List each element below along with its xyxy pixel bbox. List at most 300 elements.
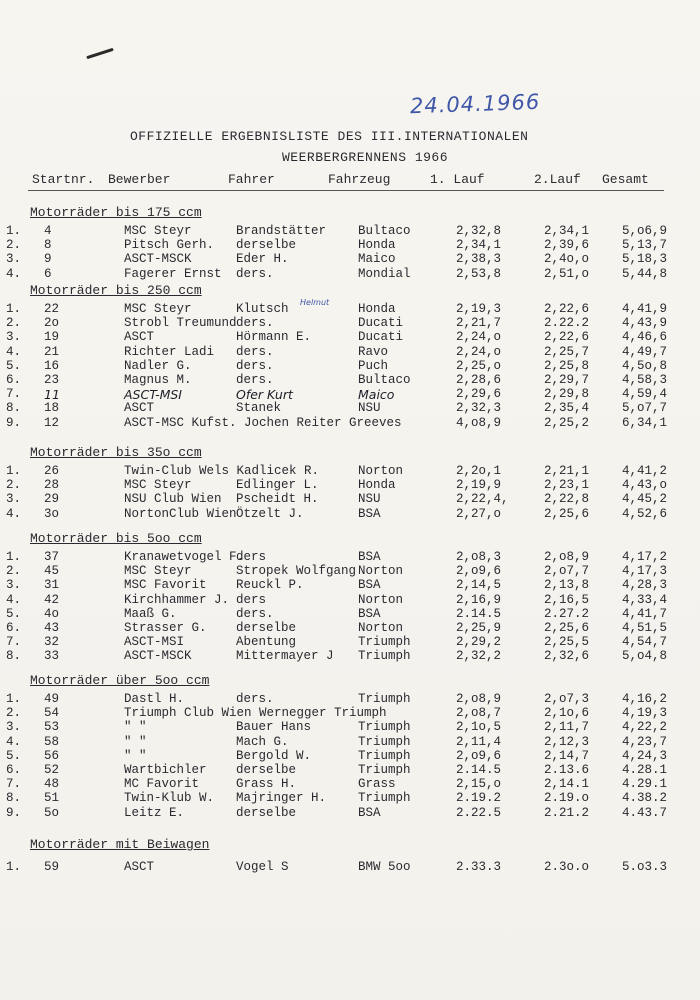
cell-l1: 2,2o,1: [456, 464, 502, 478]
cell-pl: 1.: [6, 464, 22, 478]
cell-pl: 6.: [6, 373, 22, 387]
cell-l1: 2,19,3: [456, 302, 502, 316]
table-row: [0, 492, 700, 507]
cell-l1: 2,o8,7: [456, 706, 502, 721]
cell-l2: 2.19.o: [544, 791, 590, 806]
cell-fah: ders.: [236, 266, 274, 281]
cell-ges: 4,17,3: [622, 564, 668, 579]
cell-ges: 4,41,7: [622, 606, 668, 621]
cell-bew: " ": [124, 748, 147, 763]
cell-nr: 33: [44, 649, 60, 664]
cell-bew: Nadler G.: [124, 358, 192, 373]
cell-l2: 2,29,8: [544, 387, 590, 402]
cell-pl: 3.: [6, 252, 22, 267]
cell-nr: 56: [44, 748, 60, 763]
cell-bew: Wartbichler: [124, 763, 207, 777]
cell-nr: 59: [44, 860, 60, 874]
table-row: [0, 316, 700, 331]
cell-fz: BMW 5oo: [358, 860, 411, 874]
cell-fz: Honda: [358, 238, 396, 253]
cell-fz: BSA: [358, 550, 381, 564]
cell-bew: ASCT-MSI: [124, 387, 182, 403]
cell-ges: 4.43.7: [622, 805, 668, 820]
cell-fah: ders.: [236, 606, 274, 621]
table-row: [0, 578, 700, 593]
cell-pl: 4.: [6, 734, 22, 749]
cell-l2: 2.13.6: [544, 763, 590, 777]
table-row: [0, 238, 700, 253]
cell-l2: 2,12,3: [544, 734, 590, 749]
cell-fz: Bultaco: [358, 373, 411, 387]
cell-bew: NSU Club Wien: [124, 492, 222, 507]
section-title: Motorräder mit Beiwagen: [30, 837, 210, 852]
cell-nr: 2o: [44, 316, 60, 331]
cell-pl: 3.: [6, 578, 22, 593]
table-row: [0, 359, 700, 374]
cell-bew: NortonClub Wien: [124, 506, 237, 521]
cell-l2: 2,16,5: [544, 592, 590, 607]
table-row: [0, 252, 700, 267]
section-title: Motorräder bis 250 ccm: [30, 283, 202, 298]
cell-fah: derselbe: [236, 763, 297, 777]
cell-nr: 29: [44, 492, 60, 507]
cell-ges: 4,23,7: [622, 734, 668, 749]
cell-l1: 2,25,9: [456, 621, 502, 635]
cell-fah: Majringer H.: [236, 791, 327, 806]
cell-pl: 2.: [6, 478, 22, 493]
cell-pl: 1.: [6, 302, 22, 316]
cell-fz: Triumph: [358, 748, 411, 763]
cell-fz: NSU: [358, 492, 381, 507]
cell-bew: Kirchhammer J.: [124, 592, 230, 607]
cell-ges: 5,o7,7: [622, 401, 668, 416]
cell-bew: ASCT-MSCK: [124, 252, 192, 267]
cell-pl: 1.: [6, 860, 22, 874]
cell-nr: 21: [44, 344, 60, 359]
page-title-line1: OFFIZIELLE ERGEBNISLISTE DES III.INTERNATIONALEN: [130, 129, 529, 144]
cell-fah: Pscheidt H.: [236, 492, 319, 507]
cell-pl: 1.: [6, 224, 22, 238]
cell-ges: 4.29.1: [622, 777, 668, 792]
cell-fz: Bultaco: [358, 224, 411, 238]
cell-fah: Ofer Kurt: [236, 387, 293, 403]
cell-fah: Mach G.: [236, 734, 289, 749]
cell-ges: 5,44,8: [622, 266, 668, 281]
cell-fah: Stropek Wolfgang: [236, 564, 357, 579]
cell-l1: 2,o8,9: [456, 692, 502, 706]
cell-l1: 2.14.5: [456, 606, 502, 621]
cell-nr: 42: [44, 592, 60, 607]
cell-bew: MSC Steyr: [124, 302, 192, 316]
cell-fah: ders.: [236, 344, 274, 359]
cell-l1: 2,32,3: [456, 401, 502, 416]
table-row: [0, 302, 700, 317]
cell-l1: 2,24,o: [456, 330, 502, 345]
cell-nr: 49: [44, 692, 60, 706]
table-row: [0, 224, 700, 239]
cell-bew: MC Favorit: [124, 777, 200, 792]
table-row: [0, 791, 700, 806]
handwritten-date: 24.04.1966: [409, 89, 541, 119]
cell-l2: 2,4o,o: [544, 252, 590, 267]
cell-l1: 2,o9,6: [456, 748, 502, 763]
cell-fah: Eder H.: [236, 252, 289, 267]
header-fahrer: Fahrer: [228, 172, 275, 187]
cell-fz: NSU: [358, 401, 381, 416]
cell-l1: 2,32,8: [456, 224, 502, 238]
cell-bew: ASCT: [124, 860, 155, 874]
cell-ges: 4,58,3: [622, 373, 668, 387]
cell-nr: 52: [44, 763, 60, 777]
cell-fah: ders.: [236, 692, 274, 706]
cell-fah: Brandstätter: [236, 224, 327, 238]
cell-ges: 4,19,3: [622, 706, 668, 721]
cell-bew: MSC Steyr: [124, 564, 192, 579]
cell-fz: Triumph: [358, 720, 411, 735]
cell-ges: 6,34,1: [622, 415, 668, 430]
table-row: [0, 267, 700, 282]
header-fahrzeug: Fahrzeug: [328, 172, 391, 187]
cell-fah: Abentung: [236, 635, 297, 650]
cell-nr: 48: [44, 777, 60, 792]
cell-ges: 5,o4,8: [622, 649, 668, 664]
cell-nr: 4o: [44, 606, 60, 621]
cell-bew: Leitz E.: [124, 805, 185, 820]
table-row: [0, 763, 700, 778]
cell-pl: 6.: [6, 621, 22, 635]
cell-ges: 4,17,2: [622, 550, 668, 564]
cell-bew: ASCT-MSI: [124, 635, 185, 650]
table-row: [0, 507, 700, 522]
cell-bew: Richter Ladi: [124, 344, 215, 359]
table-row: [0, 478, 700, 493]
cell-pl: 7.: [6, 387, 22, 402]
cell-ges: 4,52,6: [622, 506, 668, 521]
cell-ges: 5.o3.3: [622, 860, 668, 874]
cell-fah: ders.: [236, 316, 274, 331]
cell-nr: 9: [44, 252, 52, 267]
table-row: [0, 416, 700, 431]
cell-l2: 2,25,6: [544, 506, 590, 521]
cell-nr: 32: [44, 635, 60, 650]
cell-pl: 9.: [6, 415, 22, 430]
cell-nr: 18: [44, 401, 60, 416]
table-row: [0, 806, 700, 821]
cell-l2: 2,25,7: [544, 344, 590, 359]
cell-l2: 2,23,1: [544, 478, 590, 493]
cell-fah: derselbe: [236, 621, 297, 635]
section-title: Motorräder über 5oo ccm: [30, 673, 210, 688]
cell-nr: 6: [44, 266, 52, 281]
cell-fz: Honda: [358, 478, 396, 493]
cell-fah: Bauer Hans: [236, 720, 312, 735]
cell-fah: ders: [236, 592, 267, 607]
cell-l1: 2,27,o: [456, 506, 502, 521]
cell-nr: 31: [44, 578, 60, 593]
cell-pl: 5.: [6, 748, 22, 763]
table-row: [0, 593, 700, 608]
cell-fah: Stanek: [236, 401, 282, 416]
header-lauf2: 2.Lauf: [534, 172, 581, 187]
cell-fah: ders.: [236, 373, 274, 387]
cell-bew: ASCT: [124, 330, 155, 345]
cell-l2: 2,1o,6: [544, 706, 590, 721]
cell-pl: 3.: [6, 720, 22, 735]
cell-ges: 4.28.1: [622, 763, 668, 777]
cell-ges: 4,16,2: [622, 692, 668, 706]
section-title: Motorräder bis 35o ccm: [30, 445, 202, 460]
header-startnr: Startnr.: [32, 172, 95, 187]
table-row: [0, 387, 700, 402]
cell-pl: 2.: [6, 564, 22, 579]
cell-l1: 2,29,6: [456, 387, 502, 402]
cell-pl: 1.: [6, 550, 22, 564]
cell-bew: " ": [124, 720, 147, 735]
cell-fah: Bergold W.: [236, 748, 312, 763]
section-title: Motorräder bis 5oo ccm: [30, 531, 202, 546]
cell-l2: 2,o7,7: [544, 564, 590, 579]
cell-l2: 2.3o.o: [544, 860, 590, 874]
cell-l2: 2,29,7: [544, 373, 590, 387]
cell-pl: 3.: [6, 492, 22, 507]
cell-fah: ders: [236, 550, 267, 564]
cell-l1: 2,28,6: [456, 373, 502, 387]
header-gesamt: Gesamt: [602, 172, 649, 187]
cell-nr: 26: [44, 464, 60, 478]
cell-bew: MSC Favorit: [124, 578, 207, 593]
cell-l2: 2,25,8: [544, 358, 590, 373]
cell-bew: ASCT-MSC Kufst. Jochen Reiter Greeves: [124, 415, 402, 430]
cell-bew: Twin-Klub W.: [124, 791, 215, 806]
cell-ges: 4,41,2: [622, 464, 668, 478]
cell-fah: Ötzelt J.: [236, 506, 304, 521]
cell-fz: Puch: [358, 358, 389, 373]
header-bewerber: Bewerber: [108, 172, 171, 187]
cell-l1: 2,1o,5: [456, 720, 502, 735]
cell-bew: " ": [124, 734, 147, 749]
cell-pl: 5.: [6, 606, 22, 621]
table-row: [0, 720, 700, 735]
cell-pl: 4.: [6, 344, 22, 359]
cell-fah: derselbe: [236, 805, 297, 820]
cell-fz: Maico: [358, 387, 395, 403]
cell-l2: 2,25,5: [544, 635, 590, 650]
cell-fz: Triumph: [358, 763, 411, 777]
cell-bew: Maaß G.: [124, 606, 177, 621]
cell-fz: Ducati: [358, 330, 404, 345]
cell-l1: 2,19,9: [456, 478, 502, 493]
cell-ges: 4,43,o: [622, 478, 668, 493]
cell-l2: 2,25,2: [544, 415, 590, 430]
cell-fah: Hörmann E.: [236, 330, 312, 345]
cell-l2: 2,o8,9: [544, 550, 590, 564]
cell-bew: Fagerer Ernst: [124, 266, 222, 281]
cell-l1: 2,11,4: [456, 734, 502, 749]
cell-fz: Triumph: [358, 692, 411, 706]
cell-l1: 2,16,9: [456, 592, 502, 607]
cell-l2: 2,35,4: [544, 401, 590, 416]
cell-bew: ASCT: [124, 401, 155, 416]
cell-pl: 4.: [6, 506, 22, 521]
cell-ges: 4,46,6: [622, 330, 668, 345]
cell-bew: Triumph Club Wien Wernegger Triumph: [124, 706, 387, 721]
cell-fah: Edlinger L.: [236, 478, 319, 493]
cell-l2: 2,22,8: [544, 492, 590, 507]
cell-fz: Maico: [358, 252, 396, 267]
handwritten-overwrite: Helmut: [300, 298, 330, 307]
table-row: [0, 649, 700, 664]
table-row: [0, 607, 700, 622]
table-row: [0, 401, 700, 416]
cell-pl: 2.: [6, 238, 22, 253]
page-title-line2: WEERBERGRENNENS 1966: [282, 150, 449, 165]
cell-fz: BSA: [358, 606, 381, 621]
cell-ges: 5,13,7: [622, 238, 668, 253]
cell-fz: Norton: [358, 564, 404, 579]
cell-l2: 2,14,7: [544, 748, 590, 763]
cell-ges: 5,18,3: [622, 252, 668, 267]
cell-fz: Norton: [358, 464, 404, 478]
cell-fah: Klutsch: [236, 302, 289, 316]
table-row: [0, 564, 700, 579]
cell-bew: ASCT-MSCK: [124, 649, 192, 664]
cell-ges: 4,28,3: [622, 578, 668, 593]
table-row: [0, 692, 700, 707]
cell-ges: 4,45,2: [622, 492, 668, 507]
cell-nr: 53: [44, 720, 60, 735]
table-row: [0, 735, 700, 750]
cell-l1: 2,32,2: [456, 649, 502, 664]
cell-bew: Twin-Club Wels Kadlicek R.: [124, 464, 320, 478]
cell-l2: 2.27.2: [544, 606, 590, 621]
cell-fz: Ducati: [358, 316, 404, 331]
section-title: Motorräder bis 175 ccm: [30, 205, 202, 220]
cell-l2: 2,11,7: [544, 720, 590, 735]
cell-pl: 2.: [6, 316, 22, 331]
cell-fz: Mondial: [358, 266, 411, 281]
cell-nr: 28: [44, 478, 60, 493]
cell-ges: 4,59,4: [622, 387, 668, 402]
cell-l2: 2,22,6: [544, 302, 590, 316]
cell-fah: Reuckl P.: [236, 578, 304, 593]
cell-pl: 1.: [6, 692, 22, 706]
cell-ges: 4,54,7: [622, 635, 668, 650]
cell-fz: Triumph: [358, 791, 411, 806]
cell-fz: BSA: [358, 506, 381, 521]
cell-ges: 4,49,7: [622, 344, 668, 359]
cell-l1: 2,21,7: [456, 316, 502, 331]
cell-l2: 2,13,8: [544, 578, 590, 593]
cell-l2: 2,25,6: [544, 621, 590, 635]
table-row: [0, 373, 700, 388]
cell-fah: ders.: [236, 358, 274, 373]
table-row: [0, 860, 700, 875]
table-row: [0, 550, 700, 565]
cell-nr: 5o: [44, 805, 60, 820]
table-row: [0, 345, 700, 360]
cell-l1: 2.14.5: [456, 763, 502, 777]
cell-ges: 4,41,9: [622, 302, 668, 316]
table-row: [0, 635, 700, 650]
header-divider: [28, 190, 664, 191]
cell-l1: 2.22.5: [456, 805, 502, 820]
cell-ges: 5,o6,9: [622, 224, 668, 238]
cell-nr: 23: [44, 373, 60, 387]
cell-l1: 4,o8,9: [456, 415, 502, 430]
cell-nr: 54: [44, 706, 60, 721]
cell-fz: Norton: [358, 621, 404, 635]
table-row: [0, 749, 700, 764]
cell-pl: 8.: [6, 791, 22, 806]
cell-bew: Dastl H.: [124, 692, 185, 706]
cell-pl: 2.: [6, 706, 22, 721]
cell-l2: 2,o7,3: [544, 692, 590, 706]
cell-nr: 12: [44, 415, 60, 430]
cell-ges: 4,33,4: [622, 592, 668, 607]
cell-bew: Magnus M.: [124, 373, 192, 387]
cell-l1: 2,53,8: [456, 266, 502, 281]
cell-pl: 5.: [6, 358, 22, 373]
cell-bew: Strobl Treumund: [124, 316, 237, 331]
cell-fah: Mittermayer J: [236, 649, 334, 664]
table-row: [0, 777, 700, 792]
cell-nr: 3o: [44, 506, 60, 521]
cell-l1: 2.19.2: [456, 791, 502, 806]
cell-fz: Honda: [358, 302, 396, 316]
cell-pl: 8.: [6, 401, 22, 416]
cell-l1: 2,22,4,: [456, 492, 509, 507]
cell-l1: 2,34,1: [456, 238, 502, 253]
cell-ges: 4,5o,8: [622, 358, 668, 373]
cell-l1: 2,29,2: [456, 635, 502, 650]
cell-pl: 3.: [6, 330, 22, 345]
cell-l2: 2.22.2: [544, 316, 590, 331]
cell-ges: 4.38.2: [622, 791, 668, 806]
cell-l2: 2,22,6: [544, 330, 590, 345]
cell-pl: 8.: [6, 649, 22, 664]
cell-fz: Grass: [358, 777, 396, 792]
cell-fah: Vogel S: [236, 860, 289, 874]
cell-l1: 2,o9,6: [456, 564, 502, 579]
cell-nr: 22: [44, 302, 60, 316]
cell-fz: Triumph: [358, 649, 411, 664]
cell-l1: 2,15,o: [456, 777, 502, 792]
cell-fz: BSA: [358, 578, 381, 593]
cell-pl: 4.: [6, 592, 22, 607]
cell-pl: 6.: [6, 763, 22, 777]
cell-nr: 37: [44, 550, 60, 564]
cell-l1: 2,25,o: [456, 358, 502, 373]
cell-l1: 2,14,5: [456, 578, 502, 593]
cell-ges: 4,22,2: [622, 720, 668, 735]
cell-fz: Ravo: [358, 344, 389, 359]
cell-ges: 4,51,5: [622, 621, 668, 635]
cell-bew: Kranawetvogel F.: [124, 550, 245, 564]
cell-nr: 19: [44, 330, 60, 345]
cell-fz: BSA: [358, 805, 381, 820]
cell-nr: 45: [44, 564, 60, 579]
cell-l1: 2,38,3: [456, 252, 502, 267]
cell-l2: 2,32,6: [544, 649, 590, 664]
cell-ges: 4,43,9: [622, 316, 668, 331]
cell-l1: 2,o8,3: [456, 550, 502, 564]
cell-l1: 2,24,o: [456, 344, 502, 359]
cell-l2: 2,14.1: [544, 777, 590, 792]
table-row: [0, 621, 700, 636]
cell-bew: Pitsch Gerh.: [124, 238, 215, 253]
cell-fah: derselbe: [236, 238, 297, 253]
cell-fah: Grass H.: [236, 777, 297, 792]
